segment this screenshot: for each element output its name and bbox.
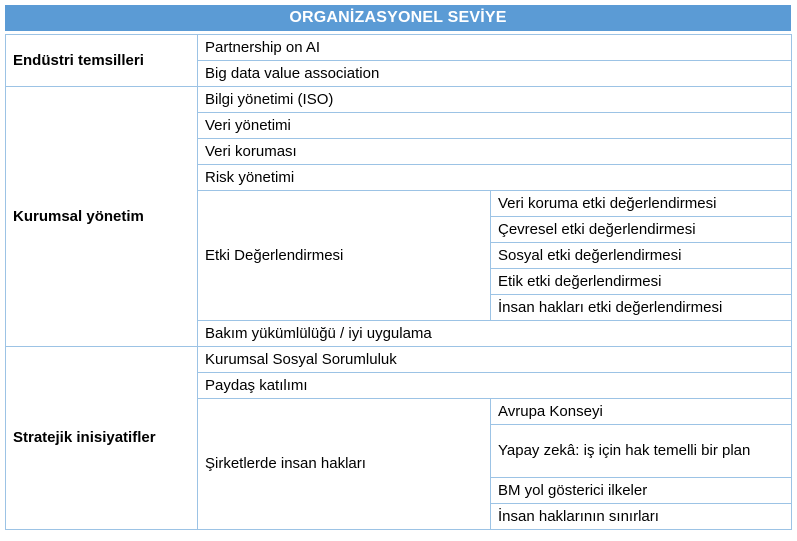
table-row <box>6 35 792 61</box>
table-cell <box>491 425 792 478</box>
table-cell: Çevresel etki değerlendirmesi <box>491 217 792 243</box>
table-cell: Paydaş katılımı <box>198 373 792 399</box>
table-cell-text: Yapay zekâ: iş için hak temelli bir plan <box>498 442 751 459</box>
table-cell: Partnership on AI <box>198 35 792 61</box>
table-cell: Veri koruması <box>198 139 792 165</box>
subgroup-cell-etki-degerlendirmesi: Etki Değerlendirmesi <box>198 191 491 321</box>
table-cell: Etik etki değerlendirmesi <box>491 269 792 295</box>
group-cell-kurumsal-yonetim: Kurumsal yönetim <box>6 87 198 347</box>
table-cell: Kurumsal Sosyal Sorumluluk <box>198 347 792 373</box>
table-body <box>5 34 792 530</box>
table-cell: Veri yönetimi <box>198 113 792 139</box>
group-cell-stratejik-inisiyatifler: Stratejik inisiyatifler <box>6 347 198 530</box>
table-cell: Avrupa Konseyi <box>491 399 792 425</box>
organizational-level-table <box>5 5 791 530</box>
table-title: ORGANİZASYONEL SEVİYE <box>5 5 791 31</box>
group-cell-endustri-temsilleri: Endüstri temsilleri <box>6 35 198 87</box>
table-row <box>6 347 792 373</box>
table-cell: Bilgi yönetimi (ISO) <box>198 87 792 113</box>
table-cell: İnsan haklarının sınırları <box>491 504 792 530</box>
subgroup-cell-sirketlerde-insan-haklari: Şirketlerde insan hakları <box>198 399 491 530</box>
table-cell: Risk yönetimi <box>198 165 792 191</box>
table-cell: Sosyal etki değerlendirmesi <box>491 243 792 269</box>
table-cell: Veri koruma etki değerlendirmesi <box>491 191 792 217</box>
table-row <box>6 87 792 113</box>
table-cell: Bakım yükümlülüğü / iyi uygulama <box>198 321 792 347</box>
table-cell: Big data value association <box>198 61 792 87</box>
table-cell: İnsan hakları etki değerlendirmesi <box>491 295 792 321</box>
table-cell: BM yol gösterici ilkeler <box>491 478 792 504</box>
